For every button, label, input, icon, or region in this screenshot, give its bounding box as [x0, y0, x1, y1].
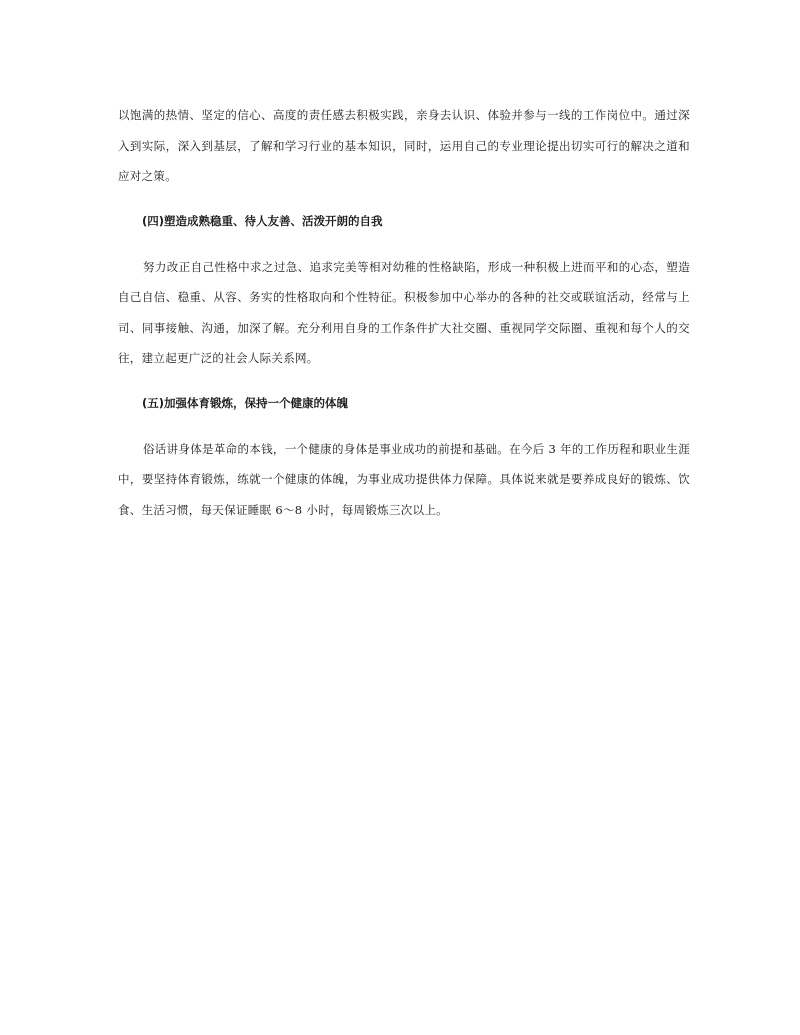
document-page — [118, 100, 690, 525]
spacer — [118, 374, 690, 388]
spacer — [118, 236, 690, 252]
section-heading-5: (五)加强体育锻炼，保持一个健康的体魄 — [142, 395, 349, 410]
spacer — [118, 418, 690, 434]
body-paragraph-practice: 以饱满的热情、坚定的信心、高度的责任感去积极实践，亲身去认识、体验并参与一线的工作岗位中。通过深入到实际，深入到基层，了解和学习行业的基本知识，同时，运用自己的专业理论提出切实可行的解决之道和应对之策。 — [118, 108, 690, 183]
body-paragraph-personality: 努力改正自己性格中求之过急、追求完美等相对幼稚的性格缺陷，形成一种积极上进而平和的心态，塑造自己自信、稳重、从容、务实的性格取向和个性特征。积极参加中心举办的各种的社交或联谊活动，经常与上司、同事接触、沟通，加深了解。充分利用自身的工作条件扩大社交圈、重视同学交际圈、重视和每个人的交往，建立起更广泛的社会人际关系网。 — [118, 259, 690, 365]
section-heading-4: (四)塑造成熟稳重、待人友善、活泼开朗的自我 — [142, 213, 383, 228]
spacer — [118, 192, 690, 206]
body-paragraph-health: 俗话讲身体是革命的本钱，一个健康的身体是事业成功的前提和基础。在今后 3 年的工作历程和职业生涯中，要坚持体育锻炼，练就一个健康的体魄，为事业成功提供体力保障。具体说来就是要养成良好的锻炼、饮食、生活习惯，每天保证睡眠 6～8 小时，每周锻炼三次以上。 — [118, 441, 690, 517]
